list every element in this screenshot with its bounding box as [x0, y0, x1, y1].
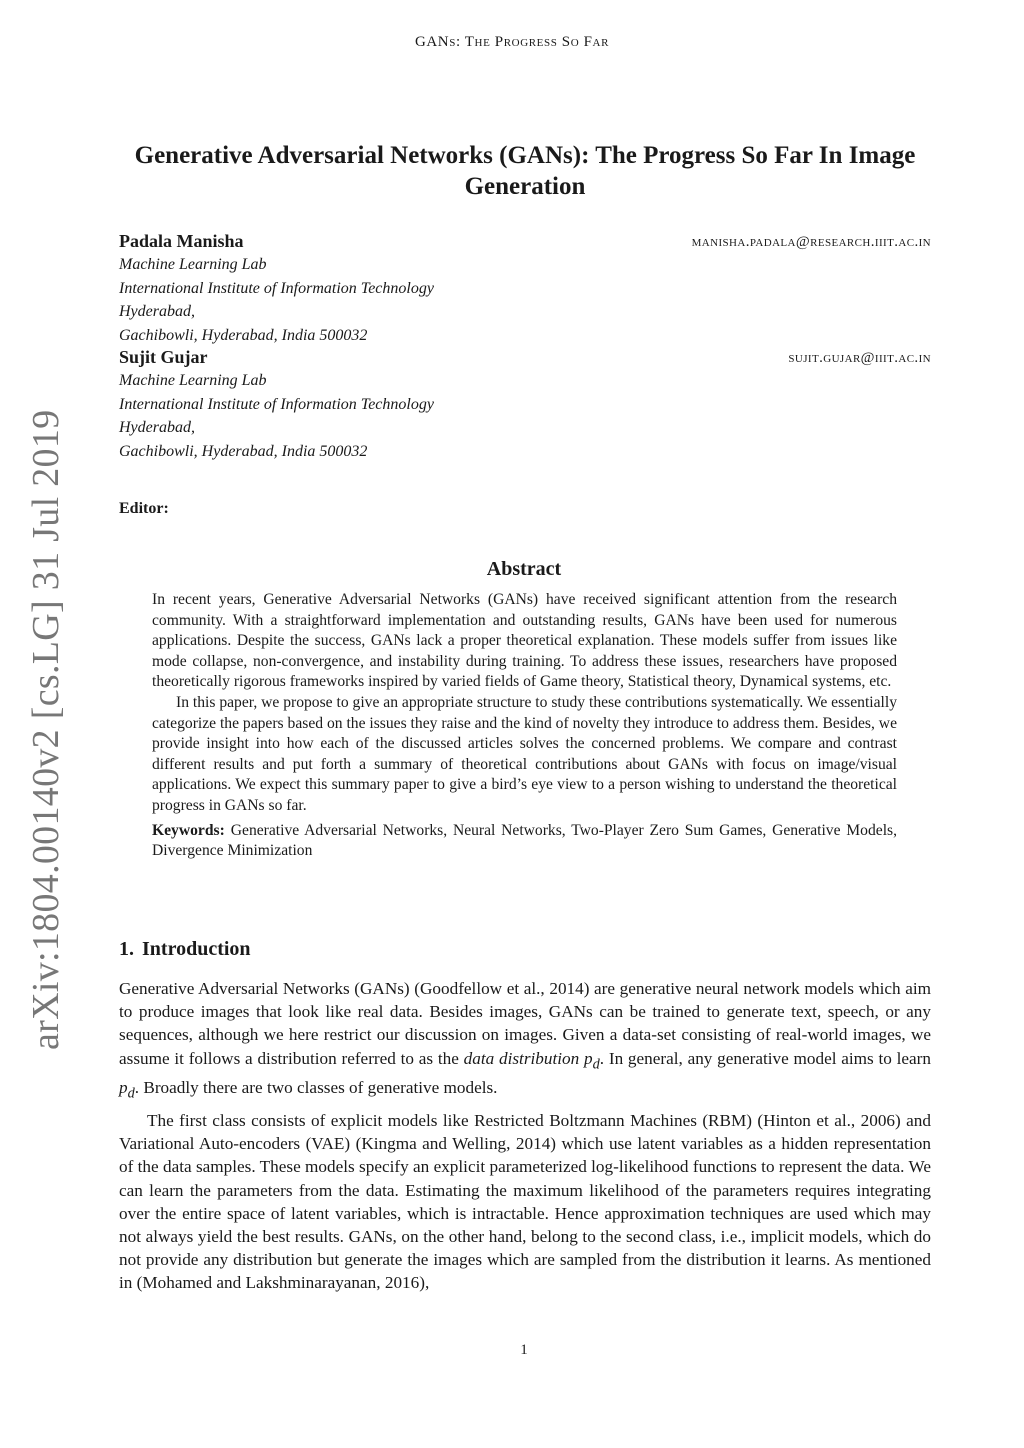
section-heading [119, 938, 251, 961]
keywords-label: Keywords: [152, 821, 225, 839]
affiliation-line: Gachibowli, Hyderabad, India 500032 [119, 326, 368, 344]
keywords [152, 821, 897, 862]
affiliation-line: Gachibowli, Hyderabad, India 500032 [119, 442, 368, 460]
author-name: Sujit Gujar [119, 347, 208, 367]
author-email[interactable]: manisha.padala@research.iiit.ac.in [691, 234, 931, 250]
body-paragraph: The first class consists of explicit models like Restricted Boltzmann Machines (RBM) (Hinton et al., 2006) and Variational Auto-encoders (VAE) (Kingma and Welling, 2014) which use latent variables as a hidden representation of the data samples. These models specify an explicit parameterized log-likelihood functions to represent the data. We can learn the parameters from the data. Estimating the maximum likelihood of the parameters requires integrating over the entire space of latent variables, which is intractable. Hence approximation techniques are used which may not always yield the best results. GANs, on the other hand, belong to the second class, i.e., implicit models, which do not provide any distribution but generate the images which are sampled from the distribution it learns. As mentioned in (Mohamed and Lakshminarayanan, 2016), [119, 1110, 931, 1293]
paper-title: Generative Adversarial Networks (GANs): The Progress So Far In Image Generation [134, 142, 916, 200]
author-name: Padala Manisha [119, 231, 244, 251]
affiliation-line: International Institute of Information Technology [119, 279, 434, 297]
introduction-body [119, 977, 931, 1295]
affiliation-line: Machine Learning Lab [119, 372, 267, 389]
abstract-heading: Abstract [486, 558, 562, 580]
affiliation-line: Hyderabad, [119, 303, 195, 320]
math-variable [119, 1078, 135, 1102]
body-text-run: . Broadly there are two classes of generative models. [134, 1078, 498, 1098]
section-title: Introduction [142, 938, 251, 960]
affiliation-line: Hyderabad, [119, 419, 195, 436]
abstract-paragraph: In this paper, we propose to give an appropriate structure to study these contributions systematically. We essentially categorize the papers based on the issues they raise and the kind of novelty they introduce to address them. Besides, we provide insight into how each of the discussed articles solves the concerned problems. We compare and contrast different results and put forth a summary of theoretical contributions about GANs with focus on image/visual applications. We expect this summary paper to give a bird’s eye view to a person wishing to understand the theoretical progress in GANs so far. [152, 693, 897, 814]
arxiv-identifier: arXiv:1804.00140v2 [cs.LG] 31 Jul 2019 [25, 409, 67, 1050]
emphasis-run: data distribution p [463, 1048, 593, 1068]
body-text-run: . In general, any generative model aims to learn [599, 1048, 931, 1068]
body-text-run: Generative Adversarial Networks (GANs) (Goodfellow et al., 2014) are generative neural network models which aim to produce images that look like real data. Besides images, GANs can be trained to generate text, speech, or any sequences, although we here restrict our discussion on images. Given a data-set consisting of real-world images, we assume it follows a distribution referred to as the [119, 979, 931, 1068]
keywords-text: Generative Adversarial Networks, Neural Networks, Two-Player Zero Sum Games, Generative Models, Divergence Minimization [152, 821, 897, 860]
section-number: 1. [119, 938, 134, 960]
author-block-1 [119, 229, 931, 347]
body-paragraph [119, 977, 931, 1106]
editor-label: Editor: [119, 500, 169, 517]
emphasis-text [463, 1048, 600, 1073]
subscript: d [127, 1085, 135, 1102]
subscript: d [592, 1056, 600, 1073]
author-email[interactable]: sujit.gujar@iiit.ac.in [788, 350, 931, 366]
author-block-2 [119, 345, 931, 463]
abstract-body [152, 590, 897, 862]
affiliation-line: International Institute of Information Technology [119, 395, 434, 413]
page-number: 1 [520, 1342, 528, 1358]
abstract-paragraph: In recent years, Generative Adversarial Networks (GANs) have received significant attention from the research community. With a straightforward implementation and outstanding results, GANs have been used for numerous applications. Despite the success, GANs lack a proper theoretical explanation. These models suffer from issues like mode collapse, non-convergence, and instability during training. To address these issues, researchers have proposed theoretically rigorous frameworks inspired by varied fields of Game theory, Statistical theory, Dynamical systems, etc. [152, 591, 897, 691]
math-variable-text: p [119, 1078, 128, 1098]
affiliation-line: Machine Learning Lab [119, 256, 267, 273]
running-head: GANs: The Progress So Far [414, 34, 610, 50]
